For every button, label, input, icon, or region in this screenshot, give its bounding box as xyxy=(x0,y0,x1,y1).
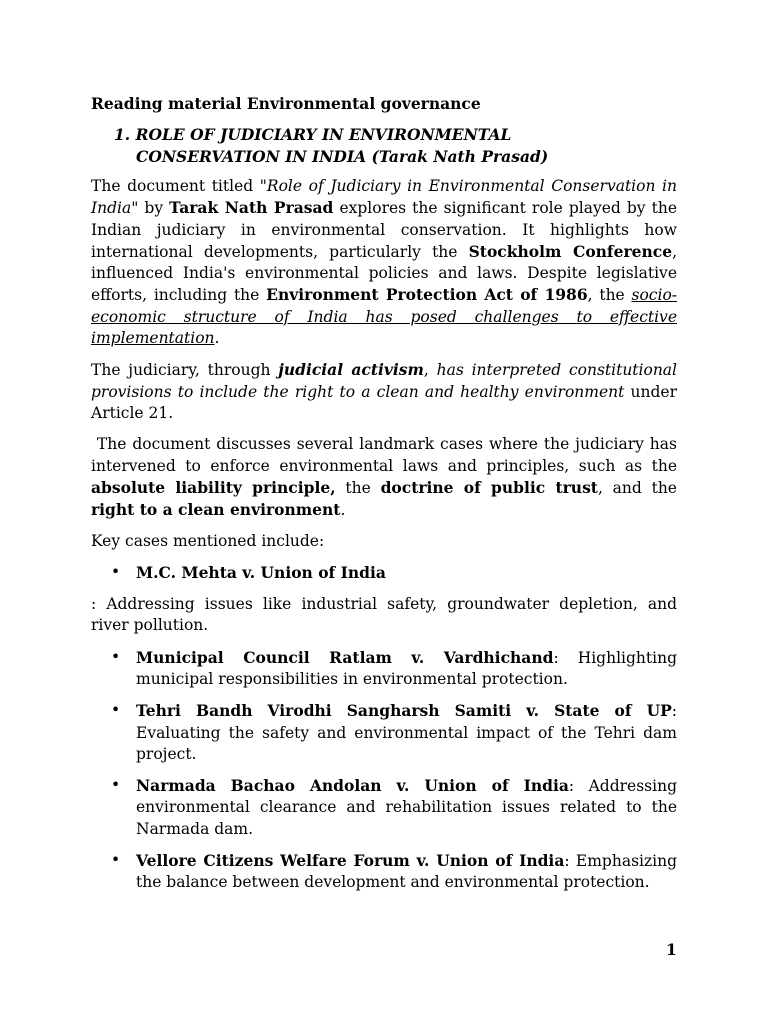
case-list xyxy=(91,647,677,894)
case-name: Narmada Bachao Andolan v. Union of India xyxy=(136,776,569,796)
bullet-icon: • xyxy=(111,701,121,720)
list-item xyxy=(91,775,677,840)
text-run: under Article 21. xyxy=(91,382,677,422)
challenge-phrase: socio-economic structure of India has posed challenges to effective implementation xyxy=(91,286,678,348)
environment-protection-act: Environment Protection Act of 1986 xyxy=(266,285,588,305)
page-number: 1 xyxy=(666,940,677,959)
mehta-case-description: : Addressing issues like industrial safety, groundwater depletion, and river pollution. xyxy=(91,595,677,635)
document-heading: Reading material Environmental governance xyxy=(91,94,481,113)
section-title-line2: CONSERVATION IN INDIA (Tarak Nath Prasad) xyxy=(136,146,549,166)
list-item xyxy=(91,700,677,765)
paragraph-judicial-activism xyxy=(91,359,677,424)
public-trust-doctrine: doctrine of public trust xyxy=(380,477,598,497)
list-item xyxy=(91,850,677,894)
judicial-activism: judicial activism xyxy=(278,360,424,380)
text-run: , and the xyxy=(597,478,682,497)
text-run: , xyxy=(423,361,437,380)
case-list-mehta xyxy=(91,562,677,584)
stockholm-conference: Stockholm Conference xyxy=(468,241,673,261)
text-run: The document titled " xyxy=(91,177,267,195)
author-name: Tarak Nath Prasad xyxy=(169,198,334,218)
case-name: Vellore Citizens Welfare Forum v. Union of India xyxy=(136,851,565,871)
text-run: , the xyxy=(587,286,632,305)
case-name: Municipal Council Ratlam v. Vardhichand xyxy=(136,647,554,667)
section-title-line1: ROLE OF JUDICIARY IN ENVIRONMENTAL xyxy=(135,125,512,144)
section-title xyxy=(91,124,677,167)
text-run: the xyxy=(335,478,381,497)
paragraph-landmark-cases xyxy=(91,434,682,521)
bullet-icon: • xyxy=(111,562,121,581)
case-description: : Emphasizing the balance between development and environmental protection. xyxy=(136,852,678,892)
interpretation-phrase: has interpreted constitutional provisions to include the right to a clean and healthy environment xyxy=(91,361,677,401)
text-run: . xyxy=(214,329,220,348)
text-run: The judiciary, through xyxy=(91,361,279,380)
case-description: : Addressing environmental clearance and rehabilitation issues related to the Narmada dam. xyxy=(136,777,677,838)
absolute-liability-principle: absolute liability principle, xyxy=(91,477,336,497)
page-content xyxy=(91,93,682,894)
case-description: : Highlighting municipal responsibilities in environmental protection. xyxy=(136,648,677,688)
case-name: M.C. Mehta v. Union of India xyxy=(136,562,386,582)
case-name: Tehri Bandh Virodhi Sangharsh Samiti v. State of UP xyxy=(136,701,672,721)
text-run: , influenced India's environmental policies and laws. Despite legislative efforts, including the xyxy=(91,242,678,305)
text-run: explores the significant role played by the Indian judiciary in environmental conservation. It highlights how international developments, particularly the xyxy=(91,199,678,261)
paragraph-intro xyxy=(91,176,677,349)
section-number: 1. xyxy=(114,125,131,144)
document-title-italic: Role of Judiciary in Environmental Conservation in India xyxy=(91,177,677,218)
text-run: " by xyxy=(131,199,170,218)
bullet-icon: • xyxy=(111,851,121,870)
list-item xyxy=(91,562,677,584)
case-description: : Evaluating the safety and environmental impact of the Tehri dam project. xyxy=(136,702,677,763)
bullet-icon: • xyxy=(111,647,121,666)
text-run: The document discusses several landmark cases where the judiciary has intervened to enforce environmental laws and principles, such as the xyxy=(91,435,682,475)
bullet-icon: • xyxy=(111,776,121,795)
text-run: . xyxy=(340,501,346,520)
key-cases-intro: Key cases mentioned include: xyxy=(91,532,325,551)
list-item xyxy=(91,647,677,691)
clean-environment-right: right to a clean environment xyxy=(91,500,341,520)
